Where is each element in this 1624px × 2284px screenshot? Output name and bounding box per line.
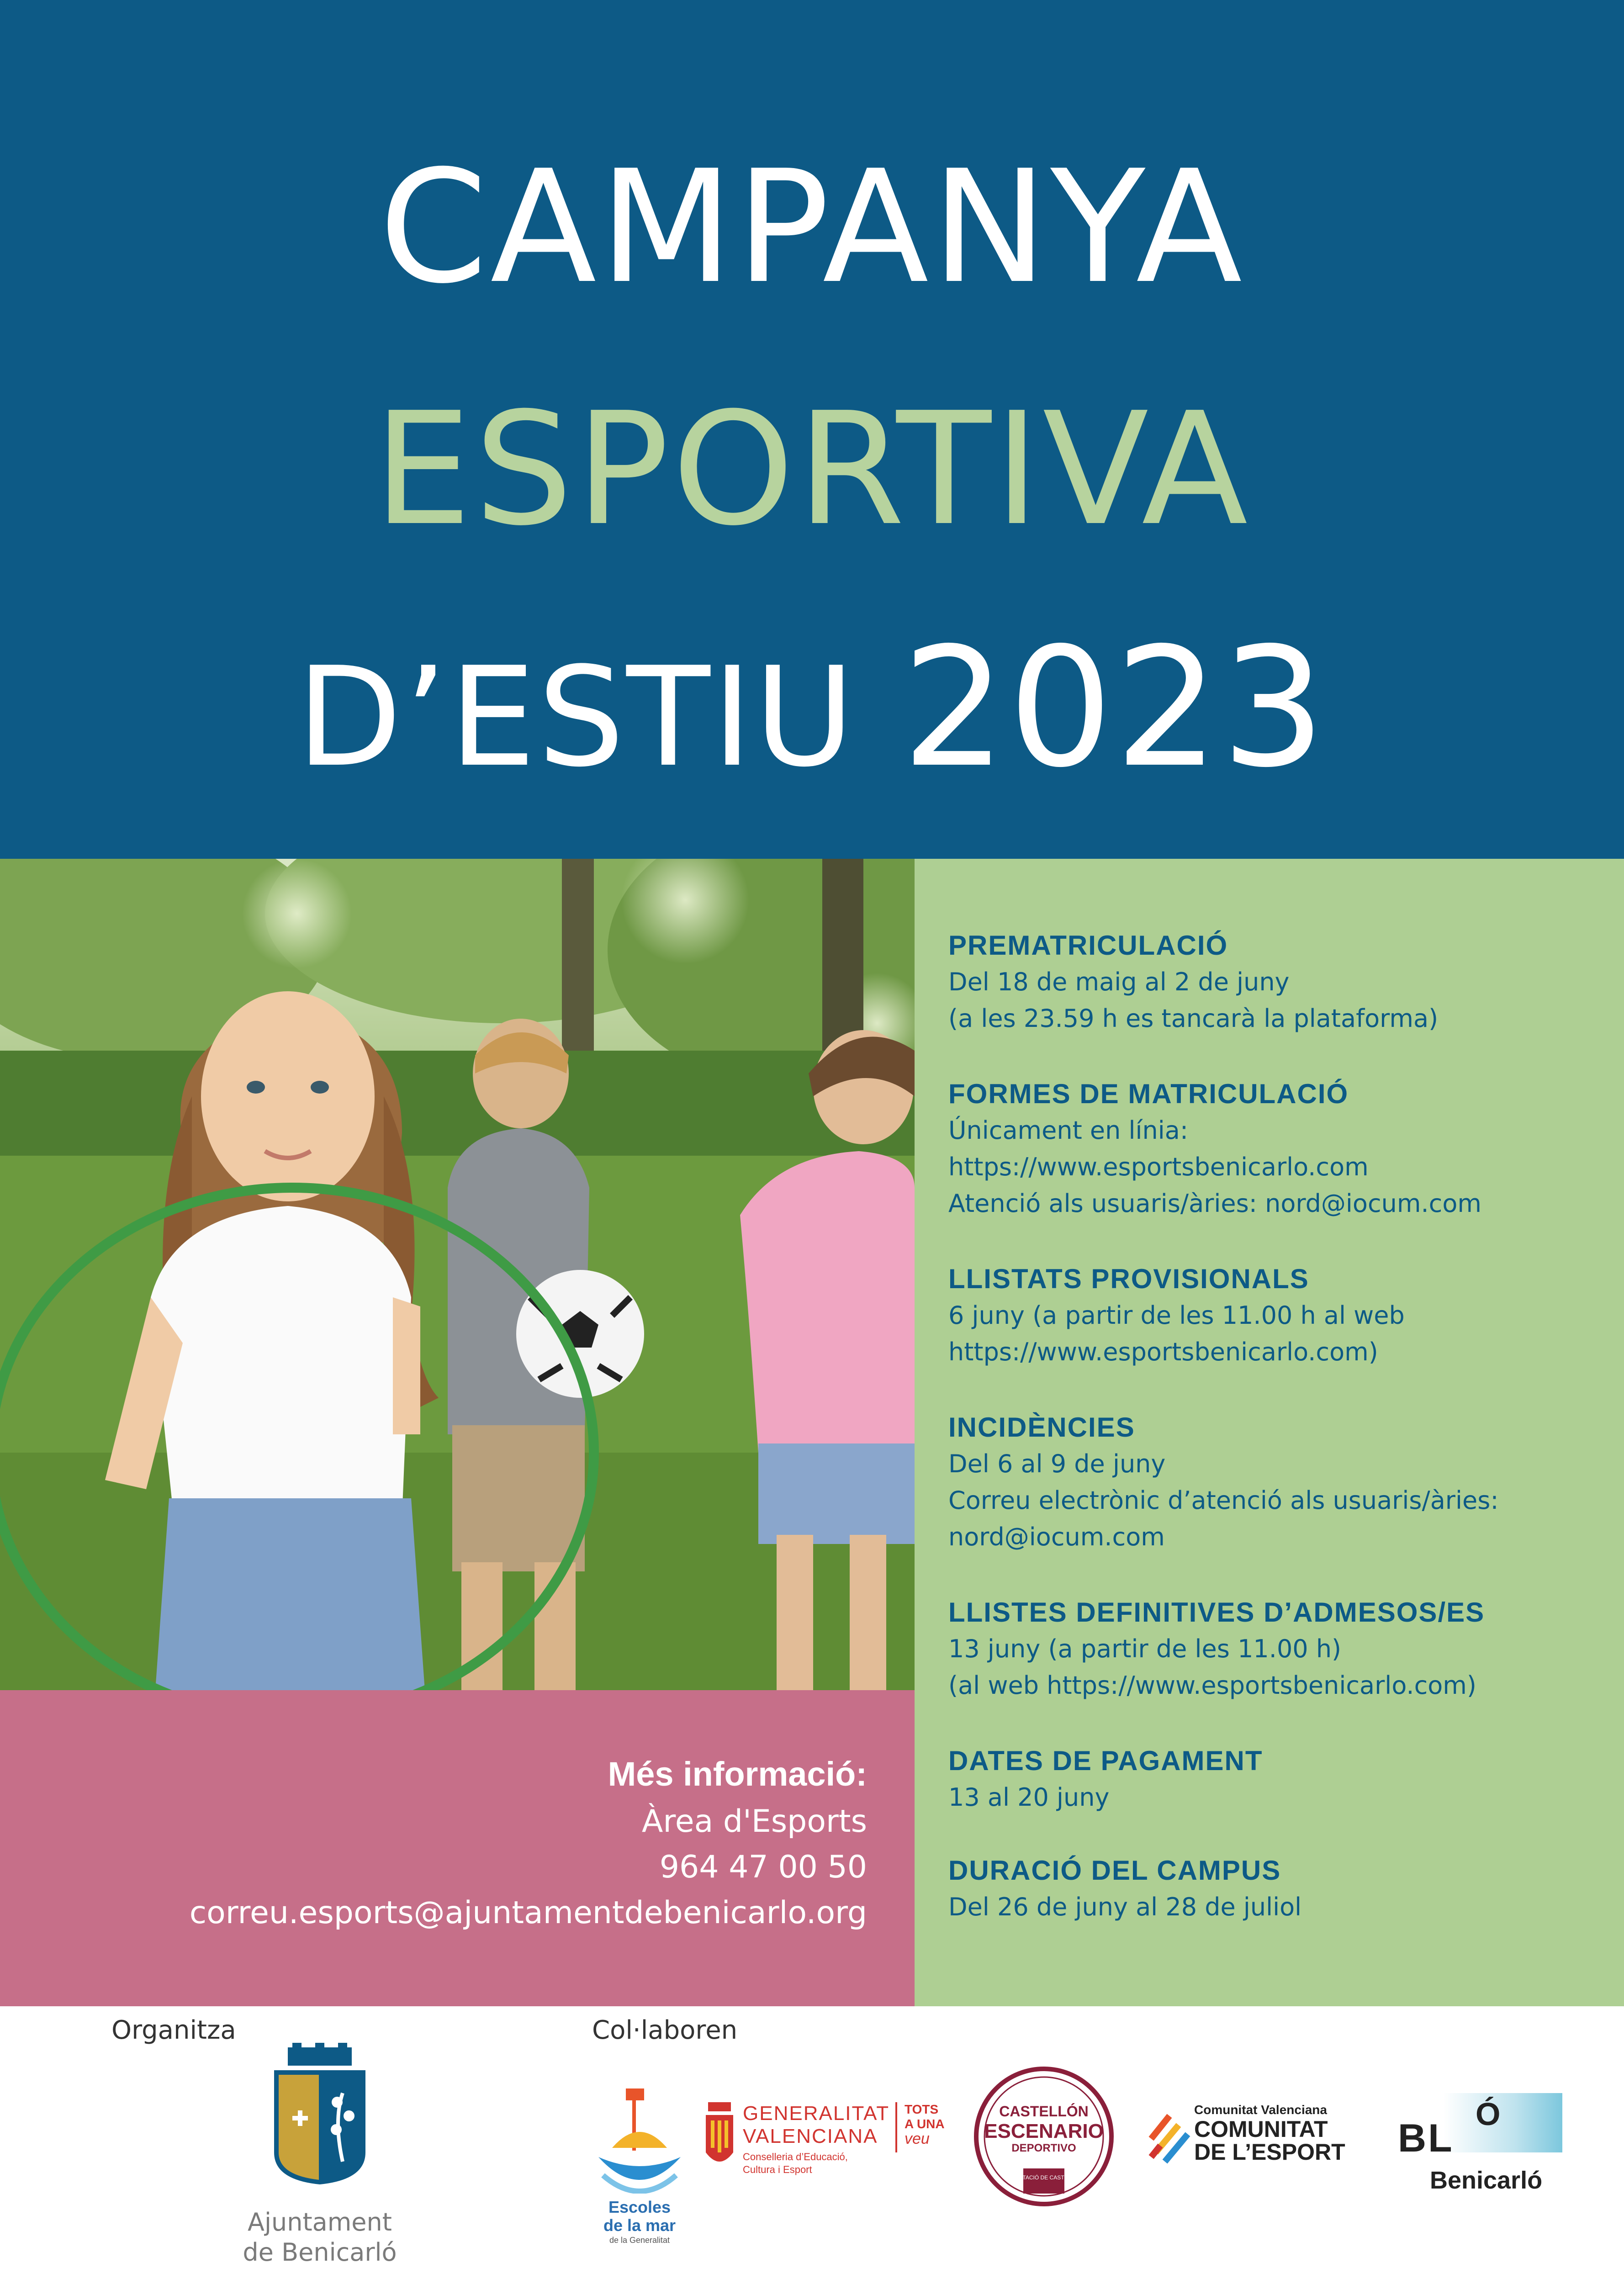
blo-name: Benicarló	[1430, 2167, 1543, 2194]
castellon-escenario-logo	[973, 2066, 1115, 2207]
blo-benicarlo-logo	[1398, 2093, 1562, 2203]
castellon-line-2: ESCENARIO	[984, 2120, 1104, 2142]
info-line: Del 26 de juny al 28 de juliol	[948, 1893, 1302, 1921]
info-line[interactable]: nord@iocum.com	[948, 1523, 1165, 1551]
contact-area: Àrea d'Esports	[641, 1803, 867, 1840]
info-line: Únicament en línia:	[948, 1116, 1189, 1145]
info-duracio-campus	[948, 1852, 1611, 1925]
generalitat-crest-icon	[704, 2102, 735, 2171]
comunitat-small: Comunitat Valenciana	[1194, 2103, 1327, 2117]
info-line: Atenció als usuaris/àries: nord@iocum.com	[948, 1189, 1481, 1218]
comunitat-esport-logo	[1147, 2102, 1384, 2194]
castellon-line-1: CASTELLÓN	[999, 2103, 1089, 2120]
info-llistes-definitives	[948, 1594, 1611, 1704]
coat-of-arms-icon	[219, 2043, 420, 2207]
info-title: FORMES DE MATRICULACIÓ	[948, 1079, 1349, 1109]
blo-accent: Ó	[1476, 2096, 1501, 2132]
info-line: 13 al 20 juny	[948, 1783, 1110, 1812]
ajuntament-logo	[219, 2043, 420, 2280]
generalitat-sub-2: Cultura i Esport	[743, 2164, 812, 2175]
organitza-label: Organitza	[111, 2015, 236, 2045]
info-dates-pagament	[948, 1743, 1611, 1816]
title-line-2: ESPORTIVA	[373, 379, 1251, 560]
escoles-line-3: de la Generalitat	[609, 2236, 670, 2245]
footer	[0, 2006, 1624, 2284]
generalitat-divider	[895, 2102, 897, 2152]
generalitat-name	[743, 2102, 889, 2176]
info-line[interactable]: https://www.esportsbenicarlo.com)	[948, 1338, 1378, 1366]
contact-text	[190, 1750, 867, 1936]
contact-box	[0, 1690, 915, 2006]
generalitat-line-1: GENERALITAT	[743, 2102, 890, 2125]
contact-email[interactable]: correu.esports@ajuntamentdebenicarlo.org	[189, 1895, 867, 1931]
blo-gradient-bar	[1444, 2093, 1562, 2152]
comunitat-line-1: COMUNITAT	[1194, 2116, 1328, 2142]
collaboren-label: Col·laboren	[592, 2015, 738, 2045]
info-panel	[915, 859, 1624, 2006]
info-line: Del 6 al 9 de juny	[948, 1449, 1166, 1478]
info-title: DATES DE PAGAMENT	[948, 1745, 1263, 1776]
castellon-line-3: DEPORTIVO	[1011, 2142, 1076, 2154]
kids-photo	[0, 859, 915, 1690]
info-line: Correu electrònic d’atenció als usuaris/àries:	[948, 1486, 1499, 1515]
tots-line-3: veu	[905, 2130, 930, 2147]
tots-a-una-veu	[905, 2102, 945, 2146]
contact-heading: Més informació:	[608, 1755, 867, 1793]
blo-mark: BL	[1398, 2116, 1454, 2160]
tots-line-1: TOTS	[905, 2102, 939, 2116]
info-line: 13 juny (a partir de les 11.00 h)	[948, 1634, 1342, 1663]
info-title: PREMATRICULACIÓ	[948, 930, 1228, 961]
escoles-line-1: Escoles	[608, 2198, 671, 2216]
escoles-line-2: de la mar	[603, 2216, 676, 2235]
title-prefix: D’ESTIU	[296, 638, 857, 797]
tots-line-2: A UNA	[905, 2117, 945, 2131]
generalitat-logo	[704, 2102, 959, 2207]
header-banner	[0, 0, 1624, 859]
info-title: DURACIÓ DEL CAMPUS	[948, 1855, 1281, 1886]
generalitat-sub-1: Conselleria d’Educació,	[743, 2151, 848, 2162]
info-prematriculacio	[948, 927, 1611, 1037]
escoles-name	[594, 2198, 685, 2246]
ajuntament-name	[219, 2207, 420, 2268]
title-year: 2023	[901, 612, 1328, 804]
contact-phone[interactable]: 964 47 00 50	[659, 1849, 867, 1885]
kids-illustration	[0, 859, 915, 1690]
info-title: INCIDÈNCIES	[948, 1412, 1135, 1443]
info-line: 6 juny (a partir de les 11.00 h al web	[948, 1301, 1405, 1330]
comunitat-name	[1194, 2102, 1345, 2163]
castellon-name	[973, 2101, 1115, 2182]
generalitat-line-2: VALENCIANA	[743, 2125, 878, 2147]
title-line-3	[0, 612, 1624, 804]
info-line[interactable]: (al web https://www.esportsbenicarlo.com)	[948, 1671, 1476, 1700]
castellon-sub: DIPUTACIÓ DE CASTELLÓ	[1009, 2174, 1079, 2181]
info-incidencies	[948, 1409, 1611, 1555]
ajuntament-line-2: de Benicarló	[243, 2238, 397, 2267]
title-line-1: CAMPANYA	[379, 137, 1245, 318]
info-title: LLISTES DEFINITIVES D’ADMESOS/ES	[948, 1597, 1485, 1628]
info-line: (a les 23.59 h es tancarà la plataforma)	[948, 1004, 1439, 1033]
info-llistats-provisionals	[948, 1261, 1611, 1370]
sailboat-icon	[594, 2088, 685, 2194]
ajuntament-line-1: Ajuntament	[248, 2208, 392, 2236]
info-line[interactable]: https://www.esportsbenicarlo.com	[948, 1153, 1369, 1181]
info-formes-matriculacio	[948, 1076, 1611, 1222]
comunitat-stripes-icon	[1147, 2107, 1192, 2166]
info-line: Del 18 de maig al 2 de juny	[948, 968, 1290, 996]
escoles-de-la-mar-logo	[594, 2088, 685, 2280]
info-title: LLISTATS PROVISIONALS	[948, 1264, 1309, 1294]
comunitat-line-2: DE L’ESPORT	[1194, 2139, 1345, 2165]
